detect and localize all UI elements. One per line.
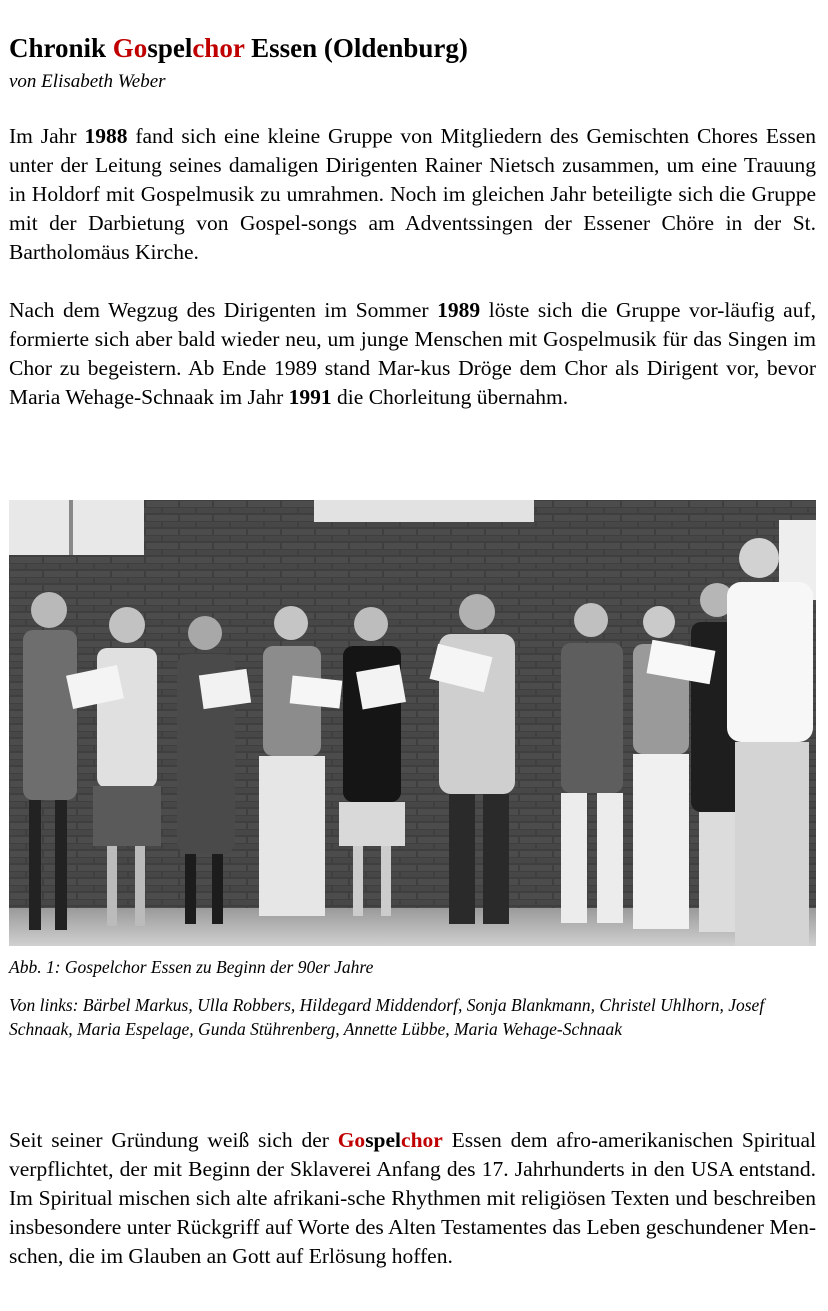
p2-year-1989: 1989 — [437, 298, 481, 322]
ground — [9, 908, 816, 946]
choir-photo-illustration — [9, 500, 816, 946]
title-part-essen: Essen (Oldenburg) — [244, 33, 468, 63]
p2-text-c: die Chorleitung übernahm. — [331, 385, 569, 409]
title-part-chor: chor — [192, 33, 245, 63]
title-part-go: Go — [112, 33, 148, 63]
p3-text-a: Seit seiner Gründung weiß sich der — [9, 1128, 338, 1152]
singer — [259, 606, 325, 916]
title-part-chronik: Chronik — [9, 33, 113, 63]
figure-caption: Abb. 1: Gospelchor Essen zu Beginn der 90er Jahre — [9, 957, 374, 977]
p2-text-a: Nach dem Wegzug des Dirigenten im Sommer — [9, 298, 438, 322]
p3-chor: chor — [401, 1128, 443, 1152]
singer — [727, 538, 813, 946]
choir-photo — [9, 500, 816, 946]
p1-year: 1988 — [84, 124, 128, 148]
p2-year-1991: 1991 — [288, 385, 332, 409]
p3-gospelchor — [338, 1128, 443, 1152]
p1-text-a: Im Jahr — [9, 124, 85, 148]
p3-spel: spel — [365, 1128, 402, 1152]
figure-people-list: Von links: Bärbel Markus, Ulla Robbers, Hildegard Middendorf, Sonja Blankmann, Christel Uhlhorn, Josef Schnaak, Maria Espelage, Gunda Stührenberg, Annette Lübbe, Maria Wehage-Schnaak — [9, 995, 765, 1039]
window-top — [314, 500, 534, 522]
p1-text-b: fand sich eine kleine Gruppe von Mitgliedern des Gemischten Chores Essen unter der Leitung seines damaligen Dirigenten Rainer Nietsch zusammen, um eine Trauung in Holdorf mit Gospelmusik zu umrahmen. Noch im gleichen Jahr beteiligte sich die Gruppe mit der Darbietung von Gospel-songs am Adventssingen der Essener Chöre in der St. Bartholomäus Kirche. — [9, 124, 816, 264]
p3-text-b: Essen dem afro-amerikanischen Spiritual verpflichtet, der mit Beginn der Sklaverei Anfang des 17. Jahrhunderts in den USA entstand. Im Spiritual mischen sich alte afrikani-sche Rhythmen mit religiösen Texten und beschreiben insbesondere unter Rückgriff auf Worte des Alten Testamentes das Leben geschundener Men-schen, die im Glauben an Gott auf Erlösung hoffen. — [9, 1128, 816, 1268]
p2-text-b: löste sich die Gruppe vor-läufig auf, formierte sich aber bald wieder neu, um junge Menschen mit Gospelmusik für das Singen im Chor zu begeistern. Ab Ende 1989 stand Mar-kus Dröge dem Chor als Dirigent vor, bevor Maria Wehage-Schnaak im Jahr — [9, 298, 816, 409]
page-title — [9, 32, 468, 64]
paragraph-3 — [9, 1126, 816, 1271]
paragraph-1 — [9, 122, 816, 267]
author-line: von Elisabeth Weber — [9, 71, 166, 92]
paragraph-2 — [9, 296, 816, 412]
title-part-spel: spel — [147, 33, 193, 63]
p3-go: Go — [337, 1128, 366, 1152]
window-left — [9, 500, 144, 555]
